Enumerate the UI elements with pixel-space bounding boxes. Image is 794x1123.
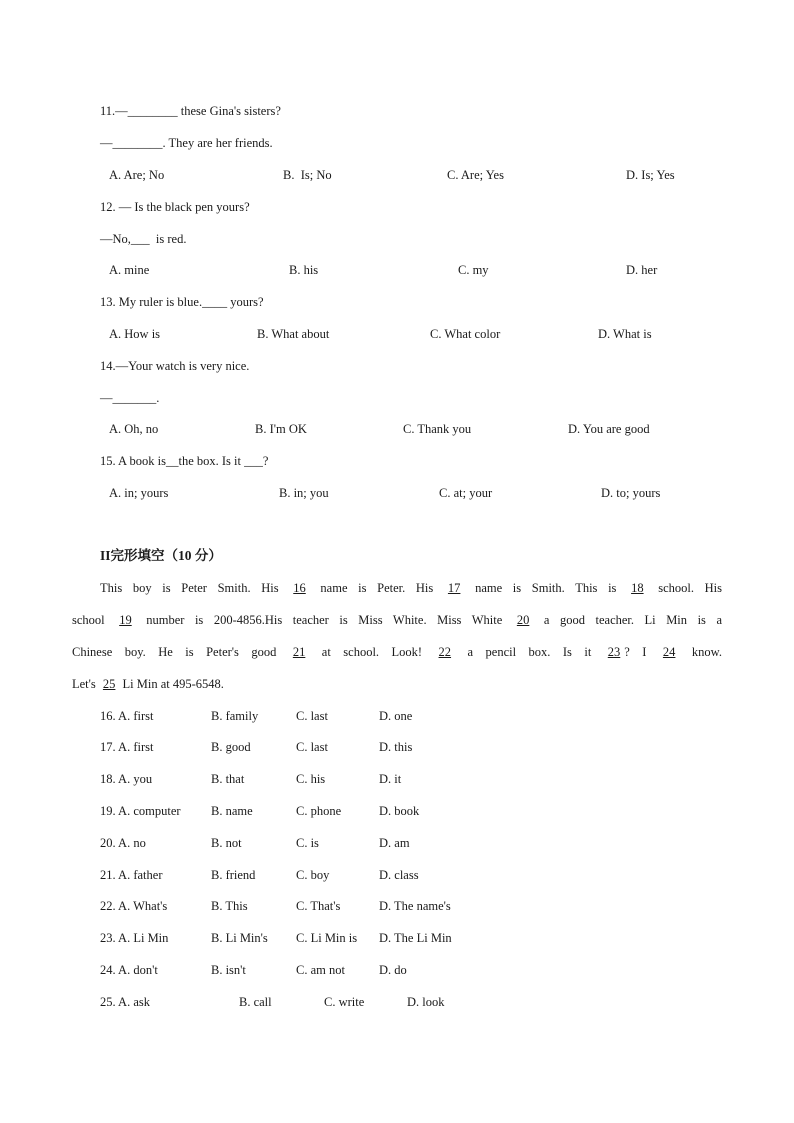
cloze-q20-a: 20. A. no	[100, 836, 146, 850]
cloze-q22-a: 22. A. What's	[100, 899, 168, 913]
cloze-passage	[72, 572, 722, 700]
cloze-q21-c: C. boy	[296, 868, 330, 882]
blank-23: 23	[607, 645, 621, 659]
cloze-q24-b: B. isn't	[211, 963, 246, 977]
cloze-q18-b: B. that	[211, 772, 245, 786]
blank-21: 21	[292, 645, 306, 659]
cloze-q19-d: D. book	[379, 804, 420, 818]
blank-19: 19	[119, 613, 132, 627]
cloze-q19-c: C. phone	[296, 804, 342, 818]
cloze-q20-b: B. not	[211, 836, 242, 850]
question-15-stem: 15. A book is__the box. Is it ___?	[100, 454, 269, 468]
cloze-q25-c: C. write	[324, 995, 365, 1009]
question-11-option-d: D. Is; Yes	[626, 168, 675, 182]
cloze-q17-c: C. last	[296, 740, 328, 754]
question-15-option-b: B. in; you	[279, 486, 329, 500]
question-15-option-a: A. in; yours	[109, 486, 169, 500]
cloze-q16-b: B. family	[211, 709, 259, 723]
cloze-q16-a: 16. A. first	[100, 709, 154, 723]
question-11-answer-line: —________. They are her friends.	[100, 136, 273, 150]
blank-20: 20	[516, 613, 530, 627]
question-14-answer-line: —_______.	[100, 391, 160, 405]
question-13-option-a: A. How is	[109, 327, 161, 341]
question-14-option-b: B. I'm OK	[255, 422, 307, 436]
question-14-stem: 14.—Your watch is very nice.	[100, 359, 250, 373]
cloze-q19-a: 19. A. computer	[100, 804, 181, 818]
cloze-q16-c: C. last	[296, 709, 328, 723]
question-14-option-d: D. You are good	[568, 422, 650, 436]
question-12-option-c: C. my	[458, 263, 489, 277]
question-14-option-c: C. Thank you	[403, 422, 472, 436]
cloze-q18-c: C. his	[296, 772, 326, 786]
blank-17: 17	[447, 581, 461, 595]
question-13-option-d: D. What is	[598, 327, 652, 341]
cloze-q17-a: 17. A. first	[100, 740, 154, 754]
cloze-q25-a: 25. A. ask	[100, 995, 150, 1009]
cloze-q21-d: D. class	[379, 868, 419, 882]
cloze-q25-d: D. look	[407, 995, 445, 1009]
section-heading: II完形填空（10 分）	[100, 548, 222, 563]
passage-line-4: Let's 25 Li Min at 495-6548.	[72, 677, 224, 691]
cloze-q20-c: C. is	[296, 836, 319, 850]
cloze-q25-b: B. call	[239, 995, 272, 1009]
cloze-q22-b: B. This	[211, 899, 248, 913]
question-11-option-c: C. Are; Yes	[447, 168, 504, 182]
question-12-stem: 12. — Is the black pen yours?	[100, 200, 250, 214]
question-11-option-b: B. Is; No	[283, 168, 332, 182]
blank-18: 18	[631, 581, 644, 595]
cloze-q18-d: D. it	[379, 772, 402, 786]
cloze-q21-b: B. friend	[211, 868, 256, 882]
passage-line-3: Chinese boy. He is Peter's good 21 at school. Look! 22 a pencil box. Is it 23 ? I 24 know.	[72, 645, 722, 659]
cloze-q22-c: C. That's	[296, 899, 341, 913]
question-14-option-a: A. Oh, no	[109, 422, 159, 436]
cloze-q21-a: 21. A. father	[100, 868, 163, 882]
cloze-q16-d: D. one	[379, 709, 413, 723]
question-13-stem: 13. My ruler is blue.____ yours?	[100, 295, 264, 309]
cloze-q19-b: B. name	[211, 804, 253, 818]
cloze-q24-c: C. am not	[296, 963, 345, 977]
question-13-option-c: C. What color	[430, 327, 501, 341]
cloze-q23-a: 23. A. Li Min	[100, 931, 169, 945]
cloze-q23-b: B. Li Min's	[211, 931, 268, 945]
question-12-option-b: B. his	[289, 263, 319, 277]
passage-line-1: This boy is Peter Smith. His 16 name is Peter. His 17 name is Smith. This is 18 school. His	[100, 581, 723, 595]
question-12-option-d: D. her	[626, 263, 658, 277]
cloze-q17-d: D. this	[379, 740, 413, 754]
question-12-answer-line: —No,___ is red.	[100, 232, 187, 246]
cloze-q24-d: D. do	[379, 963, 407, 977]
cloze-q20-d: D. am	[379, 836, 410, 850]
passage-line-2: school 19 number is 200-4856.His teacher is Miss White. Miss White 20 a good teacher. Li Min is a	[72, 613, 723, 627]
cloze-q17-b: B. good	[211, 740, 251, 754]
question-11-option-a: A. Are; No	[109, 168, 165, 182]
blank-25: 25	[102, 677, 116, 691]
cloze-q23-c: C. Li Min is	[296, 931, 358, 945]
question-11-stem: 11.—________ these Gina's sisters?	[100, 104, 281, 118]
question-15-option-d: D. to; yours	[601, 486, 661, 500]
cloze-q24-a: 24. A. don't	[100, 963, 158, 977]
blank-22: 22	[438, 645, 452, 659]
question-15-option-c: C. at; your	[439, 486, 493, 500]
question-13-option-b: B. What about	[257, 327, 330, 341]
blank-16: 16	[293, 581, 306, 595]
cloze-q23-d: D. The Li Min	[379, 931, 452, 945]
question-12-option-a: A. mine	[109, 263, 150, 277]
cloze-q22-d: D. The name's	[379, 899, 451, 913]
blank-24: 24	[662, 645, 676, 659]
cloze-q18-a: 18. A. you	[100, 772, 153, 786]
